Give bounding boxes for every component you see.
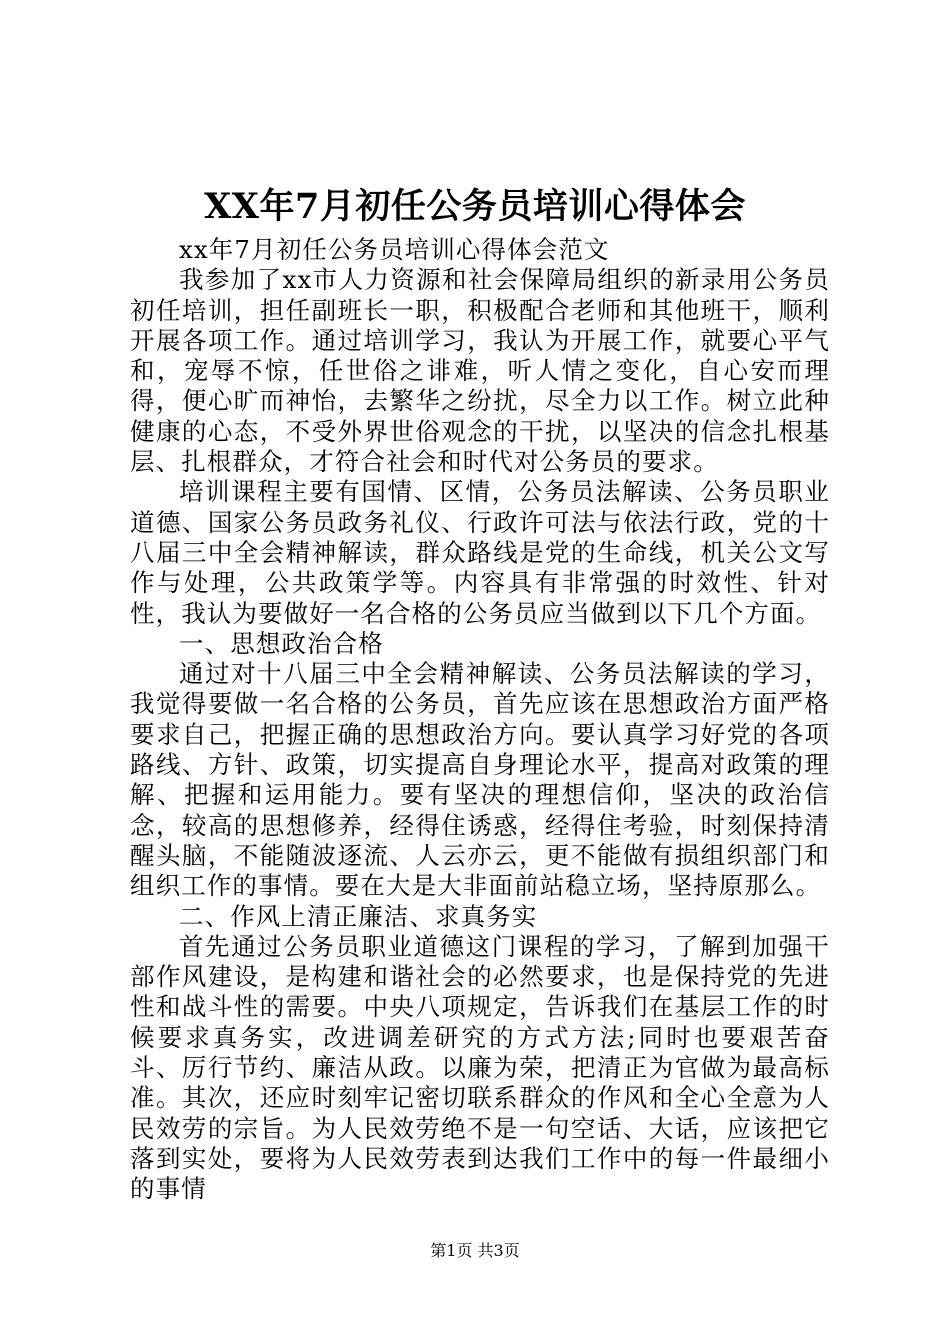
document-title: XX年7月初任公务员培训心得体会 bbox=[204, 186, 746, 227]
paragraph-subtitle: xx年7月初任公务员培训心得体会范文 bbox=[179, 235, 610, 264]
paragraph-intro: 我参加了xx市人力资源和社会保障局组织的新录用公务员初任培训，担任副班长一职，积极配合老师和其他班干，顺利开展各项工作。通过培训学习，我认为开展工作，就要心平气和，宠辱不惊，任世俗之诽难，听人情之变化，自心安而理得，便心旷而神怡，去繁华之纷扰，尽全力以工作。树立此种健康的心态，不受外界世俗观念的干扰，以坚决的信念扎根基层、扎根群众，才符合社会和时代对公务员的要求。 bbox=[130, 265, 830, 477]
paragraph-section-2: 首先通过公务员职业道德这门课程的学习，了解到加强干部作风建设，是构建和谐社会的必然要求，也是保持党的先进性和战斗性的需要。中央八项规定，告诉我们在基层工作的时候要求真务实，改进调差研究的方式方法;同时也要艰苦奋斗、厉行节约、廉洁从政。以廉为荣，把清正为官做为最高标准。其次，还应时刻牢记密切联系群众的作风和全心全意为人民效劳的宗旨。为人民效劳绝不是一句空话、大话，应该把它落到实处，要将为人民效劳表到达我们工作中的每一件最细小的事情 bbox=[130, 931, 830, 1204]
page-number-footer: 第1页 共3页 bbox=[430, 1241, 520, 1260]
section-heading-1: 一、思想政治合格 bbox=[179, 628, 384, 658]
paragraph-courses: 培训课程主要有国情、区情，公务员法解读、公务员职业道德、国家公务员政务礼仪、行政许可法与依法行政，党的十八届三中全会精神解读，群众路线是党的生命线，机关公文写作与处理，公共政策学等。内容具有非常强的时效性、针对性，我认为要做好一名合格的公务员应当做到以下几个方面。 bbox=[130, 477, 830, 628]
paragraph-section-1: 通过对十八届三中全会精神解读、公务员法解读的学习，我觉得要做一名合格的公务员，首先应该在思想政治方面严格要求自己，把握正确的思想政治方向。要认真学习好党的各项路线、方针、政策，切实提高自身理论水平，提高对政策的理解、把握和运用能力。要有坚决的理想信仰，坚决的政治信念，较高的思想修养，经得住诱惑，经得住考验，时刻保持清醒头脑，不能随波逐流、人云亦云，更不能做有损组织部门和组织工作的事情。要在大是大非面前站稳立场，坚持原那么。 bbox=[130, 659, 830, 901]
section-heading-2: 二、作风上清正廉洁、求真务实 bbox=[179, 901, 538, 931]
document-body bbox=[130, 235, 830, 1205]
